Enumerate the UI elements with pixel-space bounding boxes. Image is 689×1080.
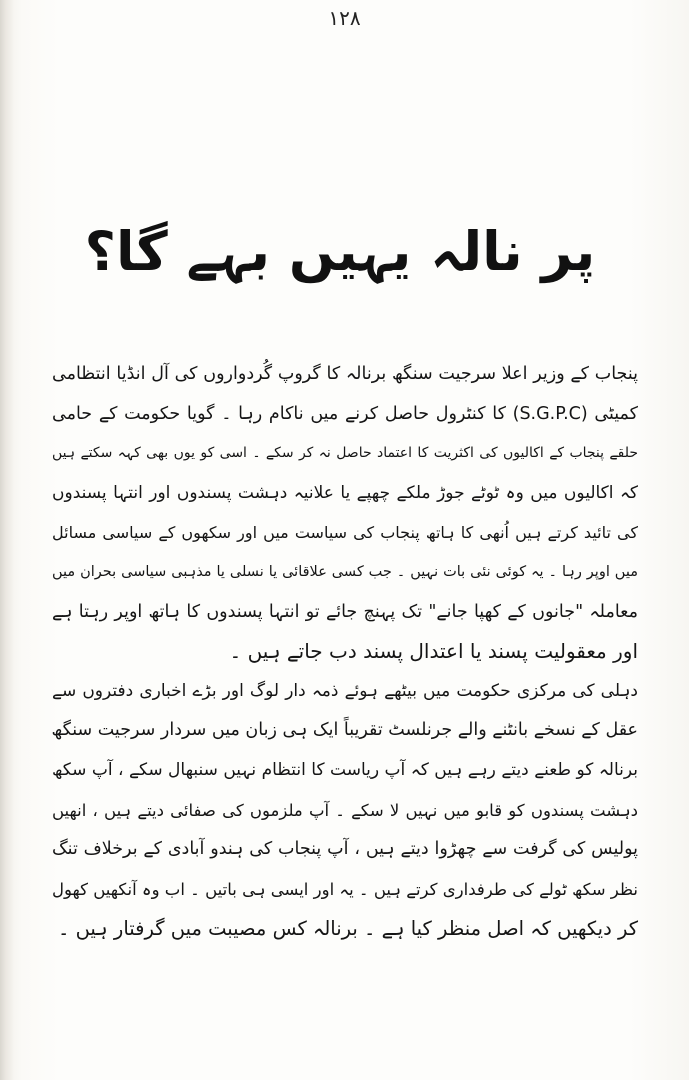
page-binding-shadow bbox=[0, 0, 14, 1080]
text-line: نظر سکھ ٹولے کی طرفداری کرتے ہیں ۔ یہ اور ایسی ہی باتیں ۔ اب وہ آنکھیں کھول bbox=[52, 879, 638, 899]
text-line: دہلی کی مرکزی حکومت میں بیٹھے ہوئے ذمہ دار لوگ اور بڑے اخباری دفتروں سے bbox=[52, 680, 638, 701]
text-line: پنجاب کے وزیر اعلا سرجیت سنگھ برنالہ کا گروپ گُردواروں کی آل انڈیا انتظامی bbox=[52, 364, 638, 384]
text-line: میں اوپر رہا ۔ یہ کوئی نئی بات نہیں ۔ جب کسی علاقائی یا نسلی یا مذہبی سیاسی بحران میں bbox=[52, 563, 638, 580]
text-line: دہشت پسندوں کو قابو میں نہیں لا سکے ۔ آپ ملزموں کی صفائی دیتے ہیں ، انھیں bbox=[52, 800, 638, 820]
paragraph-1 bbox=[52, 355, 638, 672]
chapter-title: پر نالہ یہیں بہے گا؟ bbox=[84, 220, 596, 283]
paragraph-2 bbox=[52, 672, 638, 949]
text-line: اور معقولیت پسند یا اعتدال پسند دب جاتے ہیں ۔ bbox=[229, 639, 638, 664]
text-line: معاملہ "جانوں کے کھپا جانے" تک پہنچ جائے تو انتہا پسندوں کا ہاتھ اوپر رہتا ہے bbox=[52, 601, 638, 622]
page-number: ۱۲۸ bbox=[328, 6, 361, 30]
text-line: عقل کے نسخے بانٹنے والے جرنلسٹ تقریباً ایک ہی زبان میں سردار سرجیت سنگھ bbox=[51, 720, 638, 741]
text-line: کمیٹی (S.G.P.C) کا کنٹرول حاصل کرنے میں ناکام رہا ۔ گویا حکومت کے حامی bbox=[52, 403, 638, 424]
text-line: کہ اکالیوں میں وہ ٹوٹے جوڑ ملکے چھپے یا علانیہ دہشت پسندوں اور انتہا پسندوں bbox=[52, 482, 638, 503]
text-line: کر دیکھیں کہ اصل منظر کیا ہے ۔ برنالہ کس مصیبت میں گرفتار ہیں ۔ bbox=[57, 917, 638, 941]
text-line: کی تائید کرتے ہیں اُنھی کا ہاتھ پنجاب کی سیاست میں اور سکھوں کے سیاسی مسائل bbox=[52, 523, 638, 543]
text-line: حلقے پنجاب کے اکالیوں کی اکثریت کا اعتماد حاصل نہ کر سکے ۔ اسی کو یوں بھی کہہ سکتے ہیں bbox=[52, 445, 638, 462]
text-line: پولیس کی گرفت سے چھڑوا دیتے ہیں ، آپ پنجاب کی ہندو آبادی کے برخلاف تنگ bbox=[52, 839, 638, 860]
text-line: برنالہ کو طعنے دیتے رہے ہیں کہ آپ ریاست کا انتظام نہیں سنبھال سکے ، آپ سکھ bbox=[52, 759, 638, 780]
body-text bbox=[52, 355, 638, 949]
